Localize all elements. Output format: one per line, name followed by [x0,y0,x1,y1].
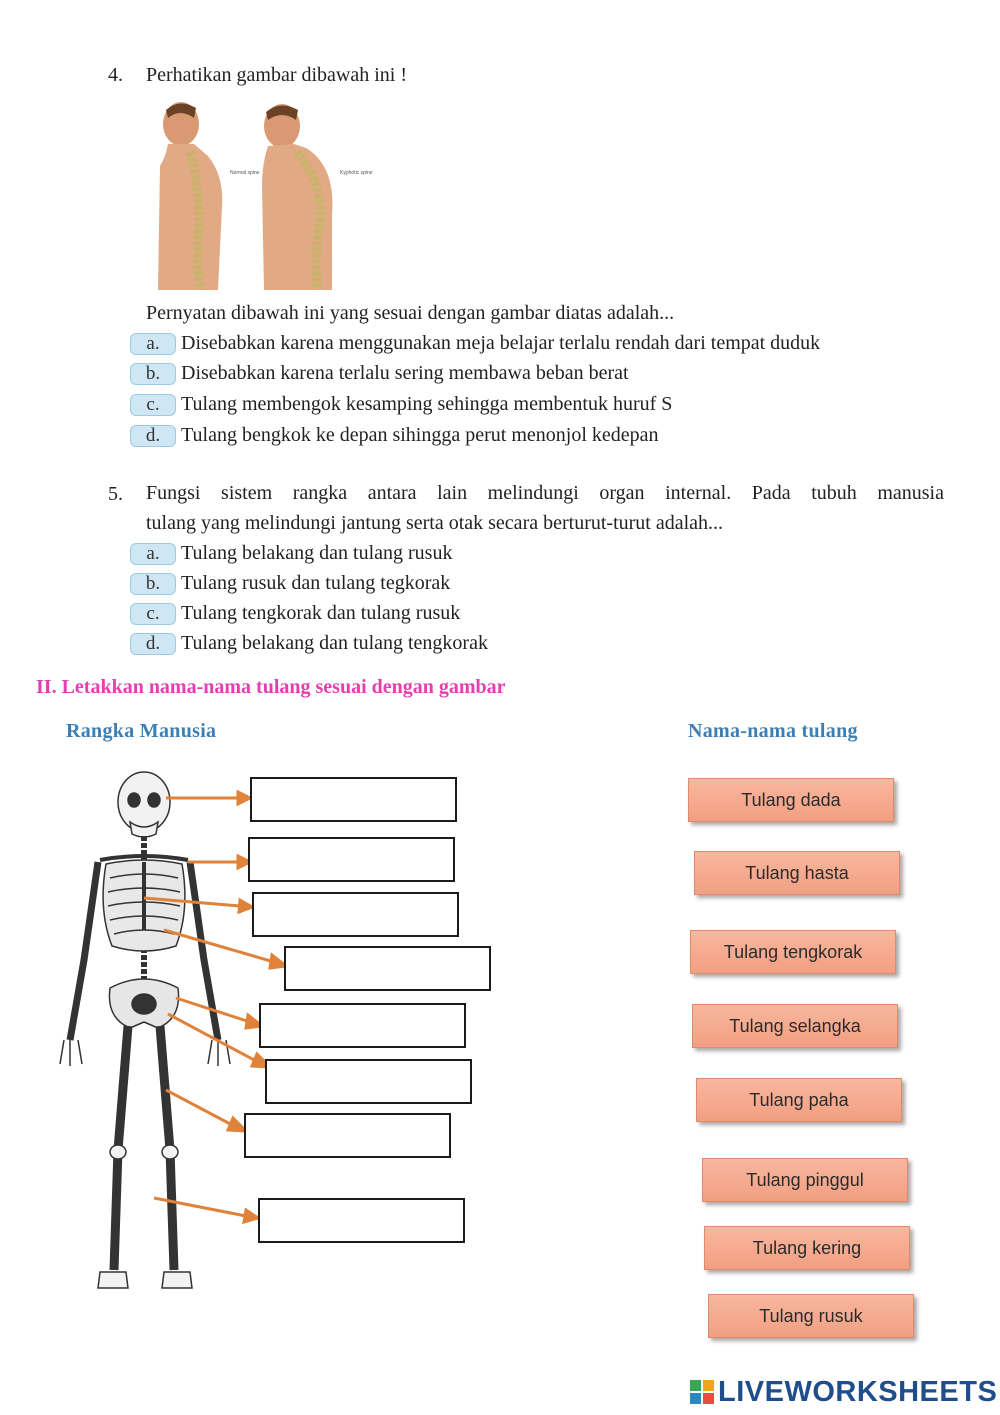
answer-box-3[interactable] [252,892,459,937]
bone-card-tulang-kering[interactable]: Tulang kering [704,1226,910,1270]
answer-box-7[interactable] [244,1113,451,1158]
q5-number: 5. [108,483,123,505]
answer-box-4[interactable] [284,946,491,991]
bone-card-tulang-selangka[interactable]: Tulang selangka [692,1004,898,1048]
q5-option-c-text: Tulang tengkorak dan tulang rusuk [181,602,461,624]
q4-option-c-marker[interactable]: c. [130,394,176,416]
q4-option-d-marker[interactable]: d. [130,425,176,447]
bone-card-tulang-paha[interactable]: Tulang paha [696,1078,902,1122]
q5-option-c-marker[interactable]: c. [130,603,176,625]
q5-option-a-text: Tulang belakang dan tulang rusuk [181,542,453,564]
skeleton-heading: Rangka Manusia [66,720,217,742]
q4-option-a-text: Disebabkan karena menggunakan meja belajar terlalu rendah dari tempat duduk [181,332,821,354]
q5-option-d-marker[interactable]: d. [130,633,176,655]
q5-text-line1: Fungsi sistem rangka antara lain melindungi organ internal. Pada tubuh manusia [146,482,944,504]
kyphotic-spine-label: Kyphotic spine [340,170,373,176]
spine-posture-figure [146,96,386,290]
bone-card-tulang-hasta[interactable]: Tulang hasta [694,851,900,895]
bone-names-heading: Nama-nama tulang [688,720,858,742]
normal-spine-label: Normal spine [230,170,260,176]
liveworksheets-logo-icon [690,1380,716,1406]
q4-statement: Pernyatan dibawah ini yang sesuai dengan gambar diatas adalah... [146,302,675,324]
q5-option-b-text: Tulang rusuk dan tulang tegkorak [181,572,451,594]
q4-option-a-marker[interactable]: a. [130,333,176,355]
q5-option-d-text: Tulang belakang dan tulang tengkorak [181,632,488,654]
section-2-title: II. Letakkan nama-nama tulang sesuai dengan gambar [36,676,506,698]
q4-prompt: Perhatikan gambar dibawah ini ! [146,64,408,86]
q5-option-a-marker[interactable]: a. [130,543,176,565]
answer-box-6[interactable] [265,1059,472,1104]
q5-text-line2: tulang yang melindungi jantung serta otak secara berturut-turut adalah... [146,512,724,534]
answer-box-2[interactable] [248,837,455,882]
bone-card-tulang-dada[interactable]: Tulang dada [688,778,894,822]
answer-box-5[interactable] [259,1003,466,1048]
q4-option-c-text: Tulang membengok kesamping sehingga membentuk huruf S [181,393,673,415]
q5-option-b-marker[interactable]: b. [130,573,176,595]
liveworksheets-brand: LIVEWORKSHEETS [718,1376,998,1408]
q4-option-b-text: Disebabkan karena terlalu sering membawa beban berat [181,362,629,384]
q4-option-d-text: Tulang bengkok ke depan sihingga perut menonjol kedepan [181,424,659,446]
answer-box-8[interactable] [258,1198,465,1243]
q4-option-b-marker[interactable]: b. [130,363,176,385]
bone-card-tulang-tengkorak[interactable]: Tulang tengkorak [690,930,896,974]
bone-card-tulang-pinggul[interactable]: Tulang pinggul [702,1158,908,1202]
skull [118,772,170,832]
answer-box-1[interactable] [250,777,457,822]
bone-card-tulang-rusuk[interactable]: Tulang rusuk [708,1294,914,1338]
q4-number: 4. [108,64,123,86]
